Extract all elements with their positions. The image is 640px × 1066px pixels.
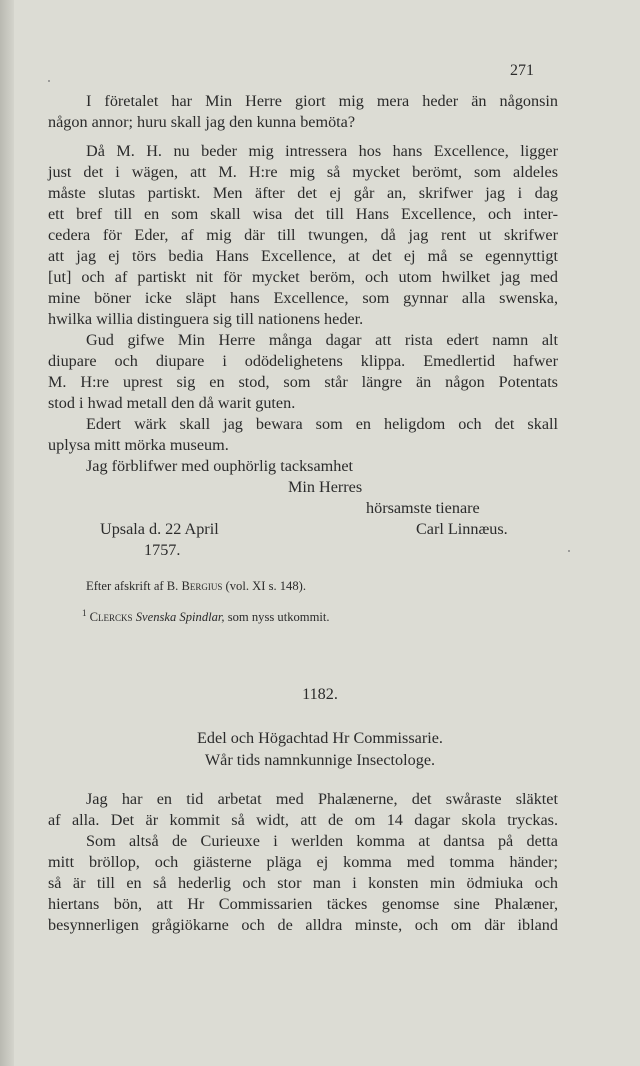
text-line: [ut] och af partiskt nit för mycket beröm, och utom hwilket jag med <box>48 268 558 286</box>
source-note <box>86 576 486 597</box>
letter-number: 1182. <box>302 685 338 703</box>
text-line: af alla. Det är kommit så widt, att de om 14 dagar skola tryckas. <box>48 811 558 829</box>
closing-title: hörsamste tienare <box>366 499 480 517</box>
text-line: M. H:re uprest sig en stod, som står längre än någon Potentats <box>48 373 558 391</box>
footnote <box>82 603 502 628</box>
salutation-line: Edel och Högachtad Hr Commissarie. <box>197 729 443 747</box>
text-line: besynnerligen grågiökarne och de alldra minste, och om där ibland <box>48 916 558 934</box>
text-line: stod i hwad metall den då warit guten. <box>48 394 296 412</box>
text-line: Edert wärk skall jag bewara som en heligdom och det skall <box>86 415 558 433</box>
text-line: Jag förblifwer med ouphörlig tacksamhet <box>86 457 354 475</box>
text-line: Som altså de Curieuxe i werlden komma at dantsa på detta <box>86 832 558 850</box>
text-line: Då M. H. nu beder mig intressera hos hans Excellence, ligger <box>86 142 558 160</box>
source-suffix: (vol. XI s. 148). <box>225 579 306 593</box>
text-line: mine böner icke släpt hans Excellence, som gynnar alla swenska, <box>48 289 558 307</box>
text-line: cedera för Eder, af mig där till twungen, då jag rent ut skrifwer <box>48 226 558 244</box>
source-prefix: Efter afskrift af B. <box>86 579 179 593</box>
signature: Carl Linnæus. <box>416 520 508 538</box>
text-line: så är till en så hederlig och stor man i konsten min ödmiuka och <box>48 874 558 892</box>
text-line: just det i wägen, att M. H:re mig så mycket berömt, som aldeles <box>48 163 558 181</box>
closing-salutation: Min Herres <box>288 478 363 496</box>
text-line: mitt bröllop, och giästerne pläga ej komma med tomma händer; <box>48 853 558 871</box>
footnote-rest: som nyss utkommit. <box>227 610 330 625</box>
text-line: Jag har en tid arbetat med Phalænerne, det swåraste släktet <box>86 790 558 808</box>
footnote-mark: 1 <box>82 608 87 618</box>
text-line: hiertans bön, att Hr Commissarien täckes genomse sine Phalæner, <box>48 895 558 913</box>
text-line: ett bref till en som skall wisa det till Hans Excellence, och inter- <box>48 205 558 223</box>
salutation-line: Wår tids namnkunnige Insectologe. <box>204 751 436 769</box>
text-line: uplysa mitt mörka museum. <box>48 436 229 454</box>
text-line: att jag ej törs bedia Hans Excellence, at det ej må se egennyttigt <box>48 247 558 265</box>
footnote-title: Svenska Spindlar, <box>135 610 225 625</box>
paper-speck <box>48 80 50 82</box>
text-line: I företalet har Min Herre giort mig mera heder än någonsin <box>86 92 558 110</box>
text-line: någon annor; huru skall jag den kunna bemöta? <box>48 113 356 131</box>
text-line: måste slutas partiskt. Men äfter det ej går an, skrifwer jag i dag <box>48 184 558 202</box>
page-number: 271 <box>510 62 534 79</box>
text-line: Gud gifwe Min Herre många dagar att rista edert namn alt <box>86 331 558 349</box>
source-name: Bergius <box>181 579 223 593</box>
text-line: hwilka willia distinguera sig till nationens heder. <box>48 310 364 328</box>
paper-speck <box>568 550 570 552</box>
text-line: diupare och diupare i odödelighetens klippa. Emedlertid hafwer <box>48 352 558 370</box>
year: 1757. <box>144 541 181 559</box>
place-date: Upsala d. 22 April <box>100 520 219 538</box>
footnote-author: Clercks <box>89 610 133 625</box>
